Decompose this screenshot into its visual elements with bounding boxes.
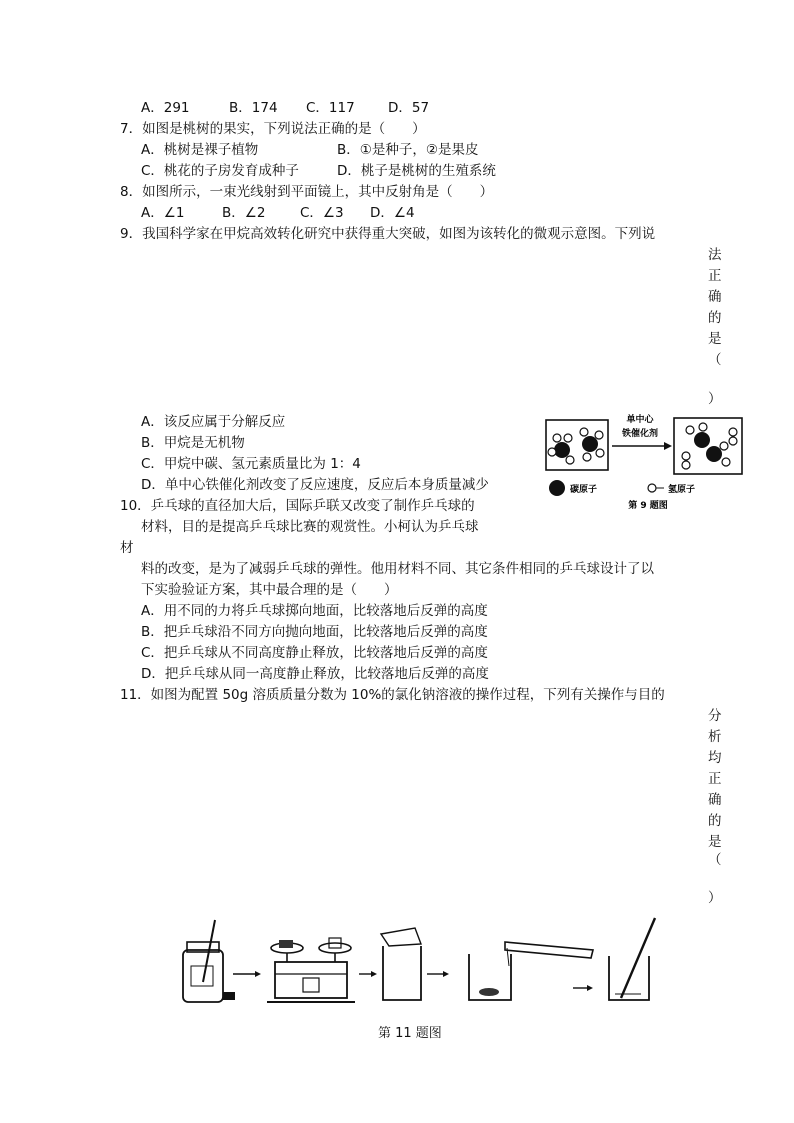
hydrogen-atom [583,453,591,461]
q9-option-d: D．单中心铁催化剂改变了反应速度，反应后本身质量减少 [141,477,489,493]
q11-stem: 11．如图为配置 50g 溶质质量分数为 10%的氯化钠溶液的操作过程，下列有关操作与目的 [120,687,665,703]
q11-tail-char: 确 [708,792,722,808]
arrow-icon [587,985,593,991]
q11-tail-char: 的 [708,813,722,829]
q8-stem: 8．如图所示，一束光线射到平面镜上，其中反射角是（ ） [120,184,494,200]
hydrogen-atom [596,449,604,457]
q11-tail-char: （ [708,852,722,868]
q7-option-c: C．桃花的子房发育成种子 [141,163,299,179]
q8-option-a: A．∠1 [141,205,185,221]
hydrogen-atom [566,456,574,464]
hydrogen-atom [722,458,730,466]
arrow-icon [443,971,449,977]
q11-tail-char: 是 [708,834,722,850]
q9-option-c: C．甲烷中碳、氢元素质量比为 1：4 [141,456,361,472]
q8-option-c: C．∠3 [300,205,344,221]
hydrogen-atom [595,431,603,439]
q9-figure-caption: 第 9 题图 [628,501,668,511]
hydrogen-atom [682,461,690,469]
carbon-atom [706,446,722,462]
q9-tail-char: 确 [708,289,722,305]
legend-carbon-label: 碳原子 [570,485,598,495]
arrow-icon [371,971,377,977]
catalyst-label-2: 铁催化剂 [621,429,659,439]
q9-tail-char: 正 [708,268,722,284]
q7-option-d: D．桃子是桃树的生殖系统 [337,163,496,179]
hydrogen-atom [548,448,556,456]
hydrogen-atom [729,437,737,445]
q10-option-b: B．把乒乓球沿不同方向抛向地面，比较落地后反弹的高度 [141,624,488,640]
q11-tail-char: ） [708,890,722,906]
hydrogen-atom [682,452,690,460]
carbon-atom [554,442,570,458]
legend-hydrogen-label: 氢原子 [668,485,696,495]
q9-tail-char: （ [708,352,722,368]
solution-preparation-figure [175,912,670,1012]
q8-option-b: B．∠2 [222,205,266,221]
q8-option-d: D．∠4 [370,205,415,221]
q10-line-5: 下实验验证方案，其中最合理的是（ ） [141,582,398,598]
balance-icon [267,938,355,1002]
q7-stem: 7．如图是桃树的果实，下列说法正确的是（ ） [120,121,426,137]
beaker-with-stirring-rod-icon [609,918,655,1000]
arrow-icon [255,971,261,977]
q11-tail-char: 均 [708,750,722,766]
q9-tail-char: 法 [708,247,722,263]
q10-line-1: 10．乒乓球的直径加大后，国际乒联又改变了制作乒乓球的 [120,498,475,514]
hydrogen-atom [564,434,572,442]
q9-tail-char: 是 [708,331,722,347]
q7-option-a: A．桃树是裸子植物 [141,142,259,158]
beaker-with-weighing-paper-icon [381,928,421,1000]
q10-line-2: 材料，目的是提高乒乓球比赛的观赏性。小柯认为乒乓球 [141,519,479,535]
q6-option-a: A．291 [141,100,190,116]
q11-figure-caption: 第 11 题图 [378,1026,442,1041]
q11-tail-char: 析 [708,729,722,745]
reactant-box [546,420,608,470]
pouring-cylinder-icon [469,942,593,1000]
q9-tail-char: ） [708,391,722,407]
q10-option-c: C．把乒乓球从不同高度静止释放，比较落地后反弹的高度 [141,645,488,661]
q11-tail-char: 分 [708,708,722,724]
hydrogen-atom [729,428,737,436]
legend-carbon-icon [549,480,565,496]
methane-reaction-figure [540,408,750,513]
legend-hydrogen-icon [648,484,656,492]
catalyst-label-1: 单中心 [626,415,654,425]
q9-option-a: A．该反应属于分解反应 [141,414,286,430]
hydrogen-atom [580,428,588,436]
q10-option-a: A．用不同的力将乒乓球掷向地面，比较落地后反弹的高度 [141,603,488,619]
q10-line-4: 料的改变，是为了减弱乒乓球的弹性。他用材料不同、其它条件相同的乒乓球设计了以 [141,561,654,577]
hydrogen-atom [686,426,694,434]
reagent-jar-icon [183,920,235,1002]
q10-option-d: D．把乒乓球从同一高度静止释放，比较落地后反弹的高度 [141,666,489,682]
q9-tail-char: 的 [708,310,722,326]
q6-option-c: C．117 [306,100,355,116]
q10-line-3: 材 [120,540,134,556]
q9-option-b: B．甲烷是无机物 [141,435,245,451]
carbon-atom [582,436,598,452]
hydrogen-atom [553,434,561,442]
hydrogen-atom [720,442,728,450]
q7-option-b: B．①是种子，②是果皮 [337,142,479,158]
hydrogen-atom [699,423,707,431]
q6-option-d: D．57 [388,100,430,116]
q6-option-b: B．174 [229,100,278,116]
q9-stem: 9．我国科学家在甲烷高效转化研究中获得重大突破，如图为该转化的微观示意图。下列说 [120,226,656,242]
carbon-atom [694,432,710,448]
q11-tail-char: 正 [708,771,722,787]
arrow-head-icon [664,442,672,450]
